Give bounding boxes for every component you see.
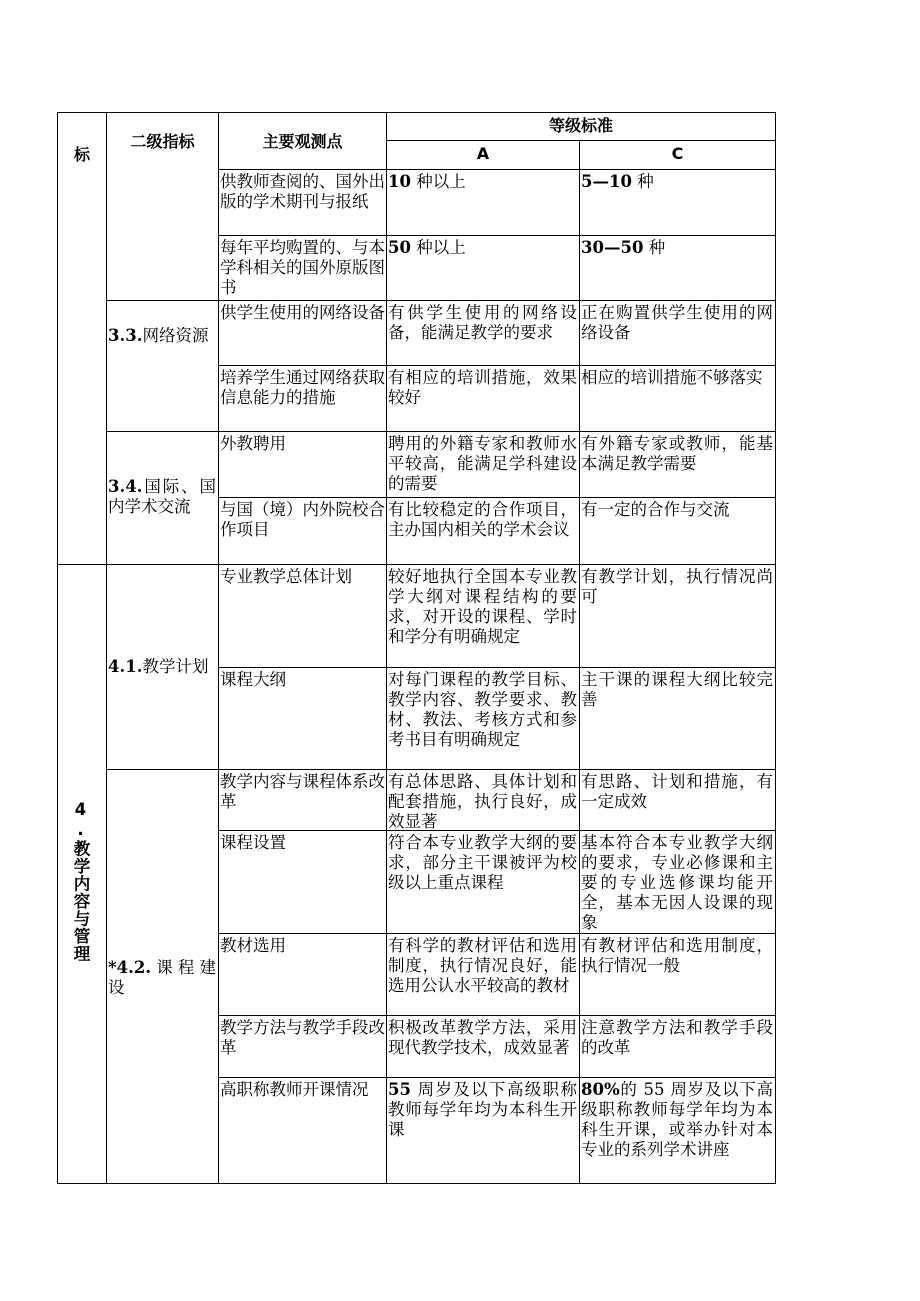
observation-point: 专业教学总体计划 [220,567,352,586]
indicator-name: 网络资源 [142,326,209,345]
observation-point: 课程大纲 [220,670,286,689]
grade-c-body: 有一定的合作与交流 [581,500,730,519]
rule [775,112,776,1184]
grade-c-text [581,172,773,234]
grade-a-body: 聘用的外籍专家和教师水平较高，能满足学科建设的需要 [388,434,577,493]
grade-a-body: 种以上 [410,172,466,191]
grade-c-text [581,303,773,365]
grade-a-text [388,567,577,667]
observation-point: 供教师查阅的、国外出版的学术期刊与报纸 [220,172,385,211]
grade-c-text [581,434,773,496]
rule [57,112,58,1184]
rule [218,497,776,498]
grade-c-figure: 80% [581,1080,620,1099]
grade-a-text [388,303,577,365]
grade-c-text [581,936,773,1015]
rule [218,1015,776,1016]
observation-point: 每年平均购置的、与本学科相关的国外原版图书 [220,238,385,297]
indicator-3-3 [108,326,218,346]
grade-c-body: 有教学计划，执行情况尚可 [581,567,773,606]
header-grade-standard: 等级标准 [548,116,613,135]
grade-a-text [388,670,577,769]
grade-c-text [581,567,773,667]
rule [106,300,776,301]
grade-c-body: 注意教学方法和教学手段的改革 [581,1018,773,1057]
grade-c-body: 正在购置供学生使用的网络设备 [581,303,773,342]
indicator-4-2 [108,958,216,998]
observation-point: 高职称教师开课情况 [220,1080,369,1099]
indicator-name: 国际、国内学术交流 [108,477,216,516]
grade-c-figure: 30—50 [581,238,644,257]
observation-point: 外教聘用 [220,434,286,453]
indicator-3-4 [108,477,216,517]
observation-point: 课程设置 [220,833,286,852]
grade-a-body: 周岁及以下高级职称教师每学年均为本科生开课 [388,1080,577,1139]
header-grade-a: A [476,144,490,163]
grade-c-text [581,238,773,300]
observation-point: 培养学生通过网络获取信息能力的措施 [220,368,385,407]
rule [218,365,776,366]
header-col-index: 标 [73,145,90,164]
grade-a-text [388,772,577,830]
rule [218,667,776,668]
grade-c-text [581,1080,773,1183]
rule [218,235,776,236]
indicator-num: *4.2. [108,958,152,977]
grade-c-text [581,772,773,830]
grade-c-text [581,833,773,933]
rule [57,1183,776,1184]
grade-c-text [581,1018,773,1077]
grade-c-figure: 5—10 [581,172,632,191]
grade-a-body: 较好地执行全国本专业教学大纲对课程结构的要求，对开设的课程、学时和学分有明确规定 [388,567,577,646]
indicator-name: 课程建设 [108,958,216,997]
grade-a-text [388,172,577,234]
rule [106,769,776,770]
grade-c-body: 的 55 周岁及以下高级职称教师每学年均为本科生开课，或举办针对本专业的系列学术讲座 [581,1080,773,1159]
rule [57,564,776,565]
observation-point: 教学内容与课程体系改革 [220,772,385,811]
grade-a-text [388,500,577,563]
rule [386,140,776,141]
grade-a-body: 符合本专业教学大纲的要求，部分主干课被评为校级以上重点课程 [388,833,577,892]
grade-a-text [388,238,577,300]
grade-a-text [388,833,577,933]
rule [386,112,387,1184]
grade-c-body: 种 [643,238,666,257]
grade-a-body: 种以上 [410,238,466,257]
grade-c-body: 有思路、计划和措施，有一定成效 [581,772,773,811]
observation-point: 教学方法与教学手段改革 [220,1018,385,1057]
grade-c-text [581,368,773,430]
grade-c-body: 有教材评估和选用制度，执行情况一般 [581,936,773,975]
grade-a-figure: 55 [388,1080,411,1099]
grade-a-body: 有供学生使用的网络设备，能满足教学的要求 [388,303,577,342]
grade-a-body: 积极改革教学方法，采用现代教学技术，成效显著 [388,1018,577,1057]
observation-point: 教材选用 [220,936,286,955]
indicator-num: 3.4. [108,477,143,496]
rule [218,1077,776,1078]
grade-a-body: 有总体思路、具体计划和配套措施，执行良好，成效显著 [388,772,577,830]
rule [57,112,776,113]
grade-a-body: 对每门课程的教学目标、教学内容、教学要求、教材、教法、考核方式和参考书目有明确规定 [388,670,577,749]
grade-a-body: 有比较稳定的合作项目，主办国内相关的学术会议 [388,500,577,539]
grade-a-text [388,936,577,1015]
indicator-4-1 [108,657,218,677]
rule [106,431,776,432]
grade-a-body: 有相应的培训措施，效果较好 [388,368,577,407]
rule [106,112,107,1184]
rule [218,933,776,934]
grade-c-body: 种 [631,172,654,191]
grade-a-figure: 10 [388,172,411,191]
rule [579,140,580,1184]
grade-c-text [581,670,773,769]
grade-a-body: 有科学的教材评估和选用制度，执行情况良好，能选用公认水平较高的教材 [388,936,577,995]
rule [218,112,219,1184]
header-secondary-indicator: 二级指标 [130,132,195,151]
grade-c-body: 主干课的课程大纲比较完善 [581,670,773,709]
observation-point: 供学生使用的网络设备 [220,303,385,322]
grade-a-text [388,1080,577,1183]
indicator-name: 教学计划 [142,657,209,676]
indicator-num: 4.1. [108,657,143,676]
indicator-num: 3.3. [108,326,143,345]
grade-a-figure: 50 [388,238,411,257]
grade-c-text [581,500,773,563]
grade-c-body: 相应的培训措施不够落实 [581,368,763,387]
section-4-label [70,800,90,980]
grade-a-text [388,1018,577,1077]
header-observation-point: 主要观测点 [262,132,343,151]
rule [218,830,776,831]
section-4-num: 4. [71,800,90,840]
grade-c-body: 基本符合本专业教学大纲的要求，专业必修课和主要的专业选修课均能开全，基本无因人设课的现象 [581,833,773,932]
section-4-name: 教学内容与管理 [71,840,90,963]
observation-point: 与国（境）内外院校合作项目 [220,500,385,539]
rule [218,169,776,170]
header-grade-c: C [671,144,684,163]
grade-c-body: 有外籍专家或教师，能基本满足教学需要 [581,434,773,473]
grade-a-text [388,434,577,496]
grade-a-text [388,368,577,430]
